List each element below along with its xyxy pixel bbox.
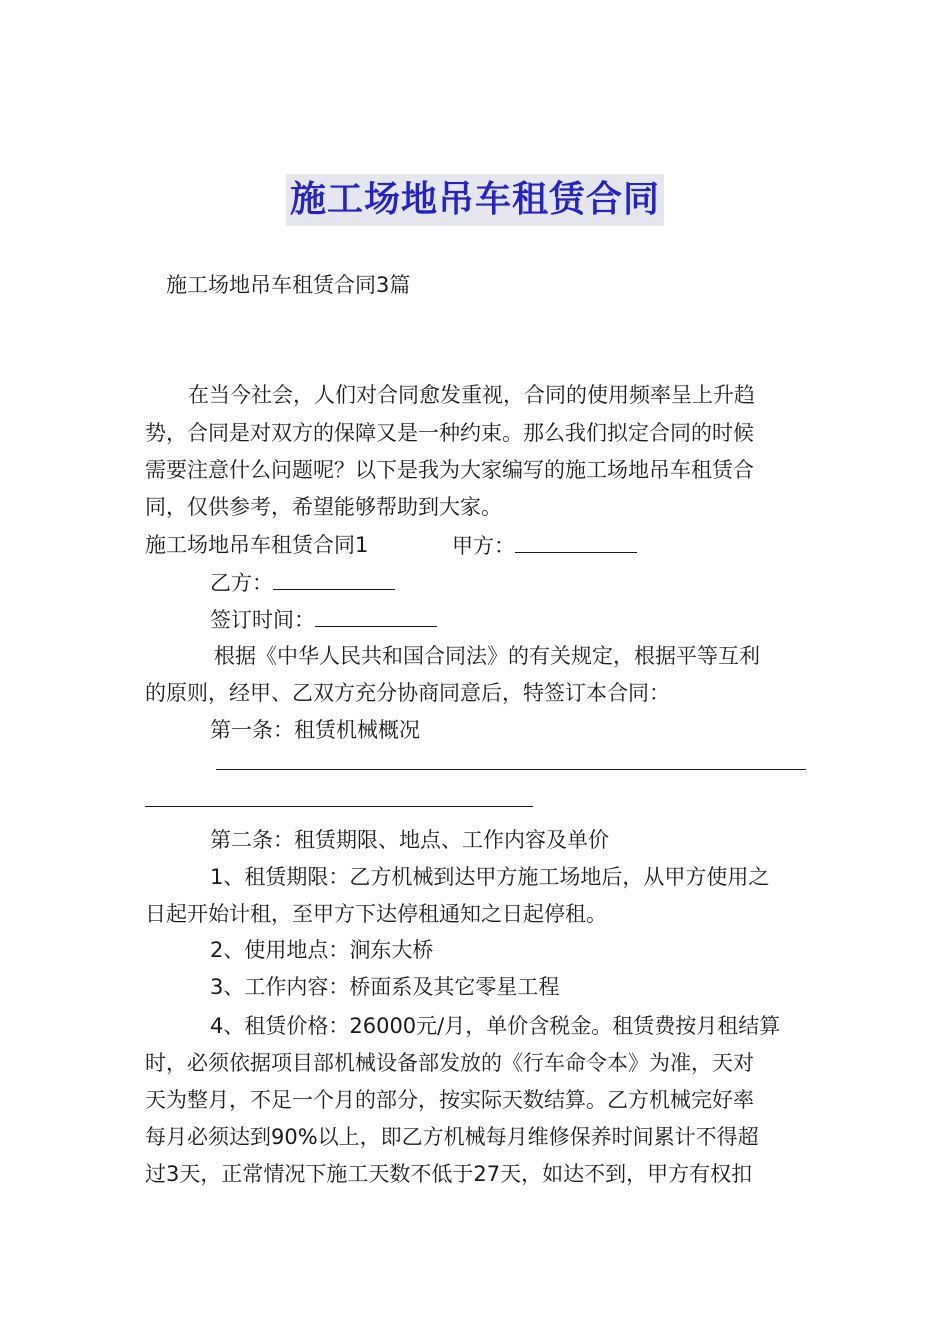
item-4-line-5: 过3天，正常情况下施工天数不低于27天，如达不到，甲方有权扣 <box>145 1162 753 1186</box>
party-b-label: 乙方： <box>210 571 273 595</box>
sign-date-blank <box>315 604 437 627</box>
item-3: 3、工作内容：桥面系及其它零星工程 <box>210 975 560 999</box>
item-4-line-3: 天为整月，不足一个月的部分，按实际天数结算。乙方机械完好率 <box>145 1088 754 1112</box>
sign-date-label: 签订时间： <box>210 608 315 632</box>
item-4-line-2: 时，必须依据项目部机械设备部发放的《行车命令本》为准，天对 <box>145 1051 754 1075</box>
item-1-line-1: 1、租赁期限：乙方机械到达甲方施工场地后，从甲方使用之 <box>210 865 770 889</box>
article-1-blank-line-2 <box>145 806 533 807</box>
party-a-blank <box>515 530 637 553</box>
party-b-row <box>210 567 395 598</box>
basis-line-2: 的原则，经甲、乙双方充分协商同意后，特签订本合同： <box>145 681 670 705</box>
article-1-blank-line-1 <box>216 769 806 770</box>
item-1-line-2: 日起开始计租，至甲方下达停租通知之日起停租。 <box>145 902 607 926</box>
intro-line-2: 势，合同是对双方的保障又是一种约束。那么我们拟定合同的时候 <box>145 421 754 445</box>
document-subtitle: 施工场地吊车租赁合同3篇 <box>166 273 411 297</box>
party-b-blank <box>273 567 395 590</box>
article-2-heading: 第二条：租赁期限、地点、工作内容及单价 <box>210 828 609 852</box>
item-4-line-1: 4、租赁价格：26000元/月，单价含税金。租赁费按月租结算 <box>210 1014 781 1038</box>
intro-line-3: 需要注意什么问题呢？以下是我为大家编写的施工场地吊车租赁合 <box>145 458 754 482</box>
party-a-row <box>452 530 637 561</box>
item-4-line-4: 每月必须达到90%以上，即乙方机械每月维修保养时间累计不得超 <box>145 1125 759 1149</box>
intro-line-4: 同，仅供参考，希望能够帮助到大家。 <box>145 495 502 519</box>
document-title: 施工场地吊车租赁合同 <box>286 174 664 226</box>
basis-line-1: 根据《中华人民共和国合同法》的有关规定，根据平等互利 <box>214 644 760 668</box>
article-1-heading: 第一条：租赁机械概况 <box>210 718 420 742</box>
contract-heading: 施工场地吊车租赁合同1 <box>145 533 369 557</box>
party-a-label: 甲方： <box>452 534 515 558</box>
intro-line-1: 在当今社会，人们对合同愈发重视，合同的使用频率呈上升趋 <box>188 383 755 407</box>
sign-date-row <box>210 604 437 635</box>
item-2: 2、使用地点：涧东大桥 <box>210 938 434 962</box>
